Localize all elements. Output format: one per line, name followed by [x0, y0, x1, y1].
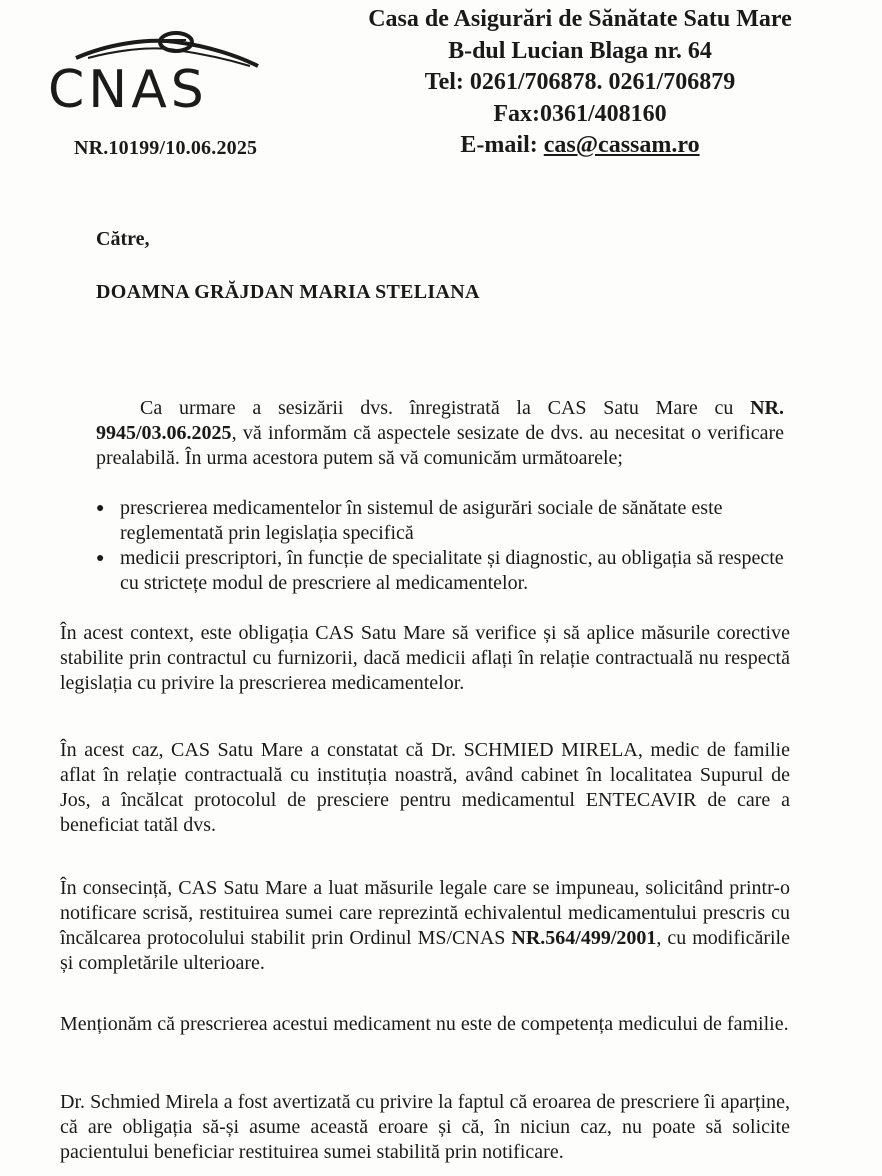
case-paragraph: În acest caz, CAS Satu Mare a constatat că Dr. SCHMIED MIRELA, medic de familie aflat în relație contractuală cu instituția noastră, având cabinet în localitatea Supurul de Jos, a încălcat protocolul de presciere pentru medicamentul ENTECAVIR de care a beneficiat tatăl dvs. [60, 739, 790, 836]
logo-text: CNAS [48, 60, 208, 120]
order-reference-number: NR.564/499/2001 [511, 927, 657, 949]
bullet-list [96, 496, 796, 596]
institution-email-line [300, 130, 860, 162]
bullet-icon: ● [96, 551, 105, 566]
consequence-text-start: În consecință, CAS Satu Mare a luat măsurile legale care se impuneau, solicitând printr-o notificare scrisă, restituirea sumei care reprezintă echivalentul medicamentului prescris cu încălcarea protocolului stabilit prin Ordinul MS/CNAS [60, 877, 790, 949]
recipient-name: DOAMNA GRĂJDAN MARIA STELIANA [96, 281, 480, 303]
intro-text-start: Ca urmare a sesizării dvs. înregistrată la CAS Satu Mare cu [140, 397, 751, 419]
list-item [96, 496, 796, 546]
institution-fax: Fax:0361/408160 [493, 100, 667, 127]
context-paragraph: În acest context, este obligația CAS Satu Mare să verifice și să aplice măsurile corective stabilite prin contractul cu furnizorii, dacă medicii aflați în relație contractuală nu respectă legislația cu privire la prescrierea medicamentelor. [60, 622, 790, 694]
intro-reference-number: NR. 9945/03.06.2025 [96, 397, 784, 444]
bullet-icon: ● [96, 501, 105, 516]
consequence-text-end: , cu modificările și completările ulterioare. [60, 927, 790, 974]
email-label: E-mail: [460, 132, 544, 158]
warning-paragraph: Dr. Schmied Mirela a fost avertizată cu privire la faptul că eroarea de prescriere îi aparține, că are obligația să-și asume această eroare și că, în niciun caz, nu poate să solicite pacientului beneficiar restituirea sumei stabilită prin notificare. [60, 1091, 790, 1163]
cnas-logo [48, 28, 263, 118]
intro-paragraph [96, 396, 784, 471]
list-item [96, 546, 796, 596]
institution-phone: Tel: 0261/706878. 0261/706879 [424, 69, 736, 95]
institution-address: B-dul Lucian Blaga nr. 64 [448, 37, 712, 64]
header-address-block [300, 4, 860, 162]
mention-paragraph: Menționăm că prescrierea acestui medicament nu este de competența medicului de familie. [60, 1013, 789, 1035]
recipient-label: Către, [96, 228, 150, 250]
consequence-paragraph [60, 876, 790, 976]
list-item-text: medicii prescriptori, în funcție de specialitate și diagnostic, au obligația să respecte cu strictețe modul de prescriere al medicamentelor. [120, 547, 784, 594]
list-item-text: prescrierea medicamentelor în sistemul de asigurări sociale de sănătate este reglementată prin legislația specifică [120, 497, 723, 544]
email-link[interactable]: cas@cassam.ro [543, 132, 700, 158]
institution-name: Casa de Asigurări de Sănătate Satu Mare [368, 6, 792, 32]
intro-text-end: , vă informăm că aspectele sesizate de dvs. au necesitat o verificare prealabilă. În urma acestora putem să vă comunicăm următoarele; [96, 422, 784, 469]
document-number: NR.10199/10.06.2025 [74, 137, 258, 159]
